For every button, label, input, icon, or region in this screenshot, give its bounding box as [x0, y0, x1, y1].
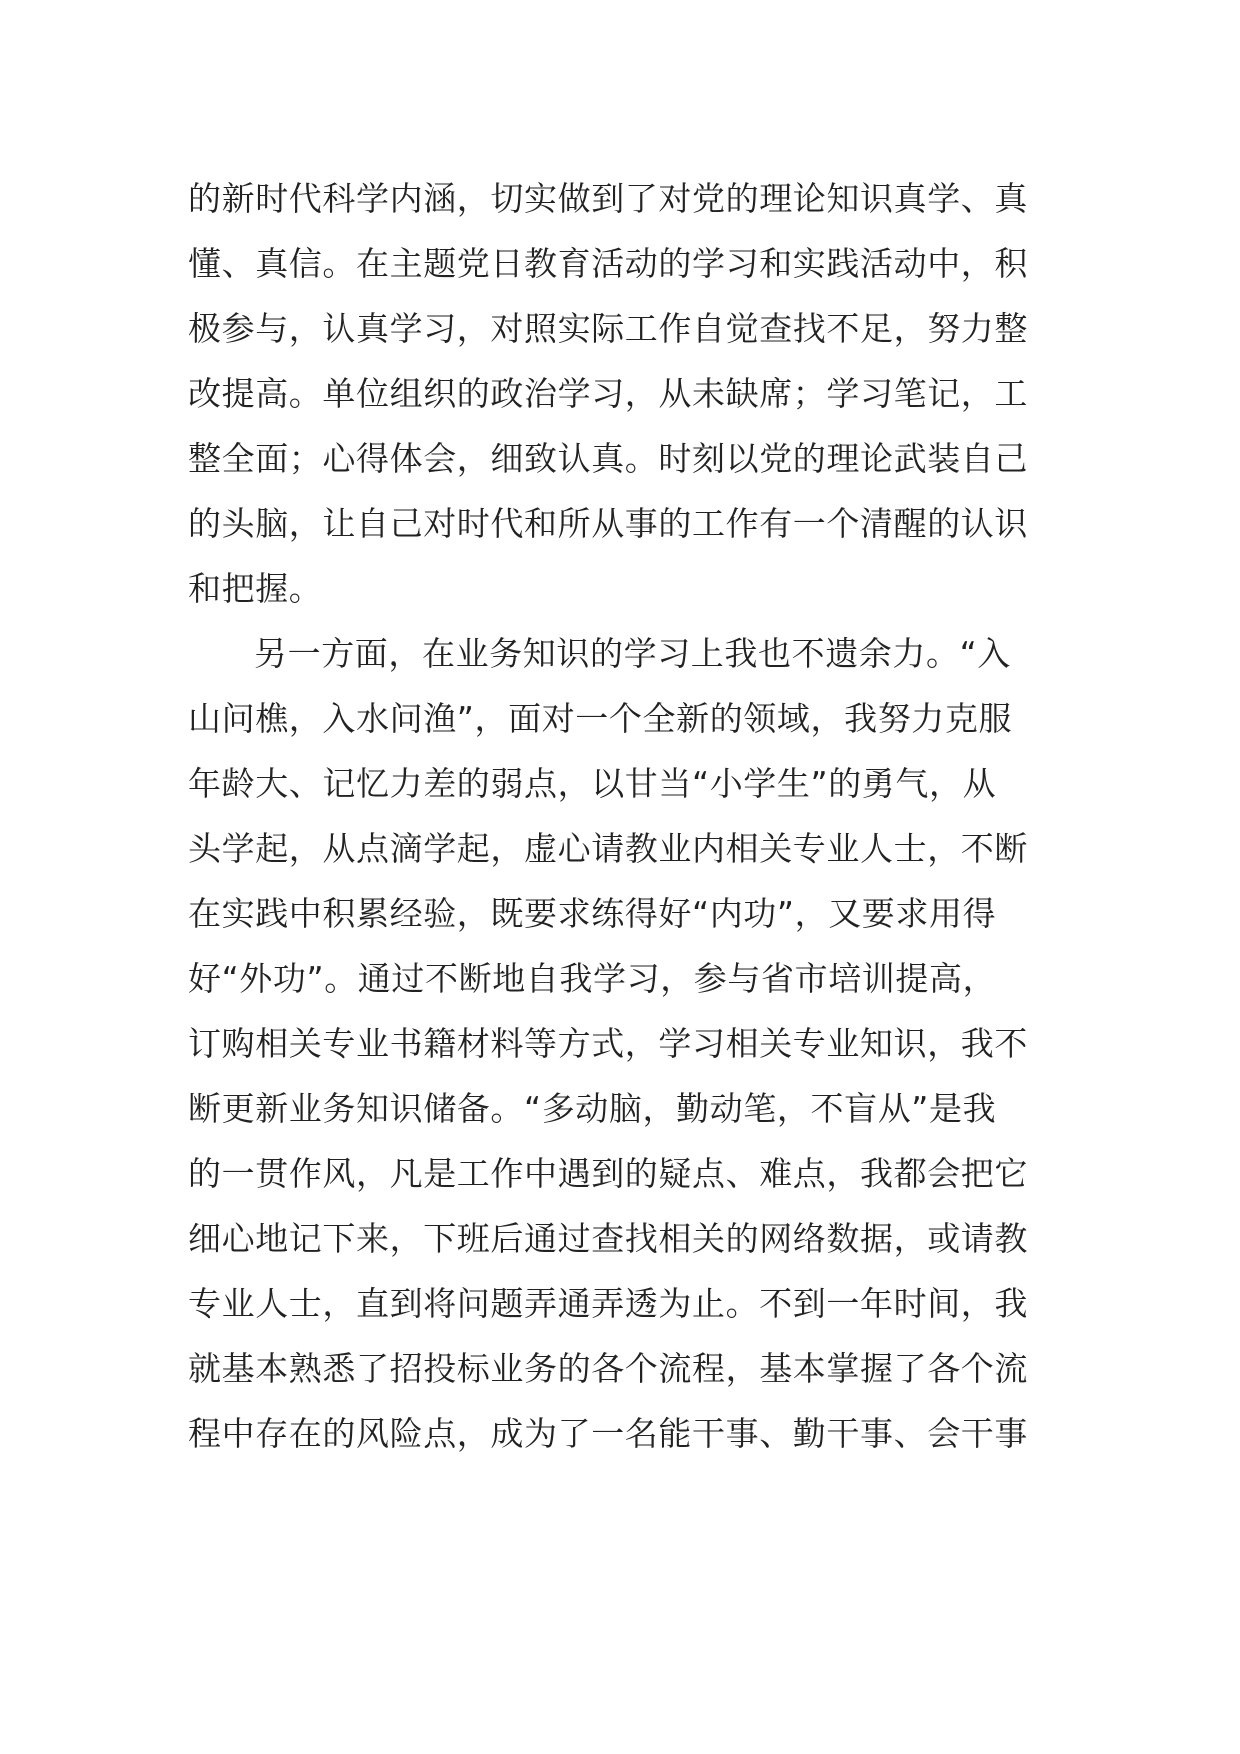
text-line: 改提高。单位组织的政治学习，从未缺席；学习笔记，工	[188, 374, 1028, 413]
text-line: 和把握。	[188, 569, 323, 608]
text-line: 的新时代科学内涵，切实做到了对党的理论知识真学、真	[188, 179, 1028, 218]
text-line: 年龄大、记忆力差的弱点，以甘当“小学生”的勇气，从	[188, 764, 997, 803]
text-line: 就基本熟悉了招投标业务的各个流程，基本掌握了各个流	[188, 1349, 1028, 1388]
text-line: 程中存在的风险点，成为了一名能干事、勤干事、会干事	[188, 1414, 1028, 1453]
text-line: 的一贯作风，凡是工作中遇到的疑点、难点，我都会把它	[188, 1154, 1028, 1193]
text-line: 整全面；心得体会，细致认真。时刻以党的理论武装自己	[188, 439, 1028, 478]
paragraph-start-line: 另一方面，在业务知识的学习上我也不遗余力。“入	[254, 634, 1011, 673]
text-line: 极参与，认真学习，对照实际工作自觉查找不足，努力整	[188, 309, 1028, 348]
body-text	[188, 166, 1028, 1466]
text-line: 细心地记下来，下班后通过查找相关的网络数据，或请教	[188, 1219, 1028, 1258]
text-line: 懂、真信。在主题党日教育活动的学习和实践活动中，积	[188, 244, 1028, 283]
text-line: 专业人士，直到将问题弄通弄透为止。不到一年时间，我	[188, 1284, 1028, 1323]
text-line: 的头脑，让自己对时代和所从事的工作有一个清醒的认识	[188, 504, 1028, 543]
text-line: 在实践中积累经验，既要求练得好“内功”，又要求用得	[188, 894, 997, 933]
text-line: 订购相关专业书籍材料等方式，学习相关专业知识，我不	[188, 1024, 1028, 1063]
text-line: 山问樵，入水问渔”，面对一个全新的领域，我努力克服	[188, 699, 1013, 738]
text-line: 头学起，从点滴学起，虚心请教业内相关专业人士，不断	[188, 829, 1028, 868]
text-line: 好“外功”。通过不断地自我学习，参与省市培训提高，	[188, 959, 997, 998]
text-line: 断更新业务知识储备。“多动脑，勤动笔，不盲从”是我	[188, 1089, 997, 1128]
